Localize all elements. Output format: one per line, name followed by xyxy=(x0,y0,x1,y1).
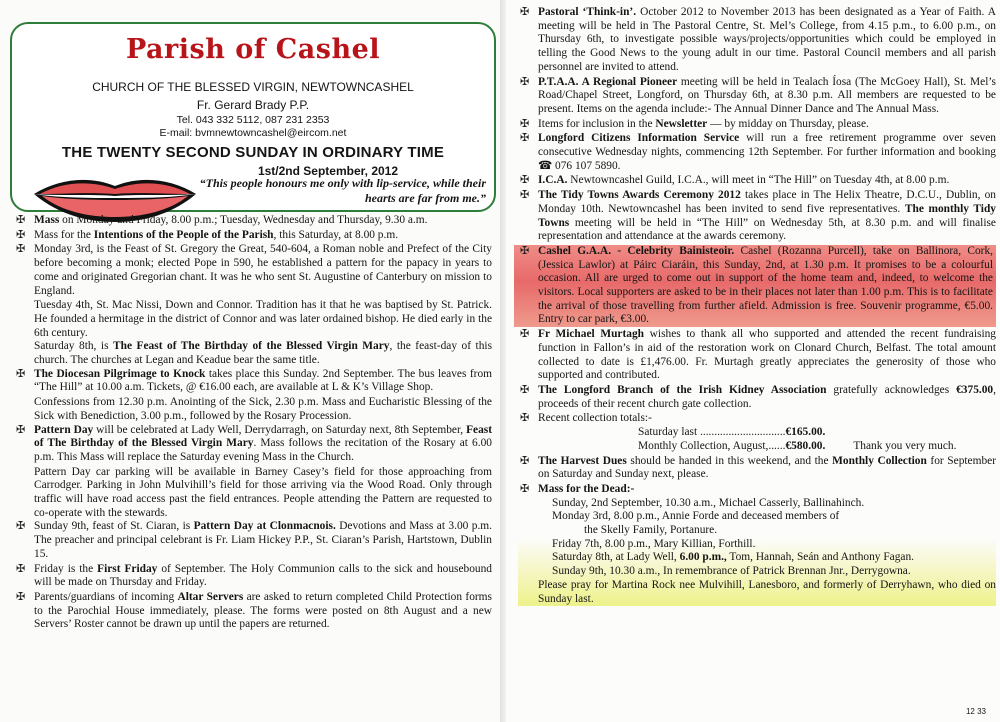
cross-icon: ✠ xyxy=(520,75,530,88)
notice-heading: Mass xyxy=(34,214,60,226)
notice-gaa: ✠ Cashel G.A.A. - Celebrity Bainisteoir. Cashel (Rozanna Purcell), take on Ballinora, Cork, (Jessica Lawlor) at Páirc Ciaráin, this Sunday, 2nd, at 1.30 p.m. It promises to be a colourful occasion. All are urged to come out in support of the home team and, indeed, to welcome the visitors. Local supporters are asked to be in their places not later than 1.00 p.m. This is to facilitate the arrival of those travelling from further afield. Admission is free. Souvenir programme, €5.00. Entry to car park, €3.00. xyxy=(514,245,996,327)
notice-first-friday: ✠ Friday is the First Friday of September. The Holy Communion calls to the sick and housebound will be made on Thursday and Friday. xyxy=(16,562,493,589)
left-notices xyxy=(14,214,492,633)
cross-icon: ✠ xyxy=(16,214,26,226)
notice-mass: ✠ Mass on Monday and Friday, 8.00 p.m.; Tuesday, Wednesday and Thursday, 9.30 a.m. xyxy=(16,214,428,226)
notice-clonmacnois: ✠ Sunday 9th, feast of St. Ciaran, is Pattern Day at Clonmacnois. Devotions and Mass at 3.00 p.m. The preacher and principal celebrant is Fr. Liam Hickey P.P., St. Ciaran’s Parish, Hartstown, Dublin 15. xyxy=(16,520,493,560)
notice-heading: The Longford Branch of the Irish Kidney Association xyxy=(538,383,827,396)
cross-icon: ✠ xyxy=(16,228,26,241)
notice-harvest-dues: ✠ The Harvest Dues should be handed in this weekend, and the Monthly Collection for September on Saturday and Sunday next, please. xyxy=(520,454,997,481)
notice-heading: P.T.A.A. A Regional Pioneer xyxy=(538,75,678,88)
cross-icon: ✠ xyxy=(520,482,530,495)
notice-intentions: ✠ Mass for the Intentions of the People of the Parish, this Saturday, at 8.00 p.m. xyxy=(16,228,399,241)
notice-heading: The Diocesan Pilgrimage to Knock xyxy=(34,367,206,380)
notice-ica: ✠ I.C.A. Newtowncashel Guild, I.C.A., will meet in “The Hill” on Tuesday 4th, at 8.00 p.m. xyxy=(520,174,950,187)
notice-heading: The Harvest Dues xyxy=(538,454,627,467)
notice-heading: Intentions of the People of the Parish xyxy=(93,228,274,241)
notice-pilgrimage: ✠ The Diocesan Pilgrimage to Knock takes place this Sunday. 2nd September. The bus leaves from “The Hill” at 10.00 a.m. Tickets, @ €16.00 each, are available at L & K’s Village Shop. xyxy=(16,367,493,394)
notice-tidy-towns: ✠ The Tidy Towns Awards Ceremony 2012 takes place in The Helix Theatre, D.C.U., Dublin, on Monday 10th. Newtowncashel has been invited to send five representatives. The monthly Tidy Towns meeting will be held in “The Hill” on Wednesday 5th, at 8.30 p.m. and will finalise representation and attendance at the awards ceremony. xyxy=(520,189,996,243)
notice-newsletter: ✠ Items for inclusion in the Newsletter — by midday on Thursday, please. xyxy=(520,117,869,130)
cross-icon: ✠ xyxy=(520,189,530,202)
page-number: 12 33 xyxy=(965,707,986,716)
email: E-mail: bvmnewtowncashel@eircom.net xyxy=(159,127,347,139)
right-page xyxy=(506,0,1000,722)
parish-header xyxy=(10,22,496,212)
notice-heading: Cashel G.A.A. - Celebrity Bainisteoir. xyxy=(538,244,735,257)
notice-heading: Longford Citizens Information Service xyxy=(538,132,740,145)
notice-pattern-day: ✠ Pattern Day will be celebrated at Lady Well, Derrydarragh, on Saturday next, 8th September, Feast of The Birthday of the Blessed Virgin Mary. Mass follows the recitation of the Rosary at 6.00 p.m. This Mass will replace the Saturday evening Mass in the Church. xyxy=(16,423,492,463)
notice-altar-servers: ✠ Parents/guardians of incoming Altar Servers are asked to return completed Child Protection forms to the Parochial House immediately, please. The forms were posted on 8th August and a new Servers’ Roster cannot be drawn up until the papers are returned. xyxy=(16,590,492,631)
priest-name: Fr. Gerard Brady P.P. xyxy=(196,98,310,112)
cross-icon: ✠ xyxy=(16,367,26,380)
notice-feasts: ✠ Monday 3rd, is the Feast of St. Gregory the Great, 540-604, a Roman noble and Prefect of the City before becoming a monk; elected Pope in 590, he established a pattern for the papacy in years to come and originated Gregorian chant. It was he who sent St. Augustine of Canterbury on mission to England. xyxy=(16,243,492,297)
notice-collections: ✠ Recent collection totals:- Saturday last ..............................€165.00. Monthly Collection, August,......€580.00. Thank you very much. xyxy=(518,412,996,453)
notice-heading: The Tidy Towns Awards Ceremony 2012 xyxy=(538,189,741,202)
cross-icon: ✠ xyxy=(16,243,26,256)
cross-icon: ✠ xyxy=(16,520,26,533)
telephone: Tel. 043 332 5112, 087 231 2353 xyxy=(176,114,330,126)
cross-icon: ✠ xyxy=(520,244,530,257)
cross-icon: ✠ xyxy=(520,412,530,425)
sunday-title: THE TWENTY SECOND SUNDAY IN ORDINARY TIME xyxy=(61,144,445,161)
parish-title: Parish of Cashel xyxy=(125,34,381,65)
cross-icon: ✠ xyxy=(520,6,530,18)
notice-heading: Fr Michael Murtagh xyxy=(538,328,645,341)
collection-saturday: Saturday last ..............................€165.00. xyxy=(638,426,826,439)
notice-heading: I.C.A. xyxy=(538,174,568,187)
notice-tuesday: Tuesday 4th, St. Mac Nissi, Down and Connor. Tradition has it that he was baptised by St. Patrick. He founded a hermitage in the district of Connor and was later ordained bishop. He died early in the 6th century. xyxy=(34,299,492,339)
notice-confessions: Confessions from 12.30 p.m. Anointing of the Sick, 2.30 p.m. Mass and Eucharistic Blessing of the Sick with Benediction, 3.00 p.m., followed by the Rosary Procession. xyxy=(34,396,492,422)
church-name: CHURCH OF THE BLESSED VIRGIN, NEWTOWNCASHEL xyxy=(92,80,414,94)
cross-icon: ✠ xyxy=(520,328,530,341)
cross-icon: ✠ xyxy=(16,562,26,575)
notice-masses-dead: ✠ Mass for the Dead:- Sunday, 2nd September, 10.30 a.m., Michael Casserly, Ballinahinch. Monday 3rd, 8.00 p.m., Annie Forde and deceased members of the Skelly Family, Portanure. Friday 7th, 8.00 p.m., Mary Killian, Forthill. Saturday 8th, at Lady Well, 6.00 p.m., Tom, Hannah, Seán and Anthony Fagan. Sunday 9th, 10.30 a.m., In remembrance of Patrick Brennan Jnr., Derrygowna. Please pray for Martina Rock nee Mulvihill, Lanesboro, and formerly of Derryhawn, who died on Sunday last. xyxy=(520,482,996,605)
notice-heading: Pastoral ‘Think-in’. xyxy=(538,6,637,18)
cross-icon: ✠ xyxy=(520,132,530,145)
notice-heading: Mass for the Dead:- xyxy=(538,482,635,495)
cross-icon: ✠ xyxy=(520,454,530,467)
notice-saturday: Saturday 8th, is The Feast of The Birthday of the Blessed Virgin Mary, the feast-day of this church. The churches at Legan and Keadue bear the same title. xyxy=(34,340,493,367)
notice-parking: Pattern Day car parking will be available in Barney Casey’s field for those approaching from Carrodger. Parking in John Mulvihill’s field for those arriving via the Wood Road. Only through traffic will have road access past the field entrances. People attending the Pattern are requested to co-operate with the stewards. xyxy=(34,465,492,519)
cross-icon: ✠ xyxy=(520,117,530,130)
notice-citizens-info: ✠ Longford Citizens Information Service will run a free retirement programme over seven consecutive Wednesday nights, commencing 12th September. For further information and booking ☎ 076 107 5890. xyxy=(520,132,996,172)
notice-murtagh: ✠ Fr Michael Murtagh wishes to thank all who supported and attended the recent fundraising function in Fallon’s in aid of the restoration work on Clonard Church, Belfast. The total amount collected to date is £1,476.00. Fr. Murtagh greatly appreciates the generosity of those who supported and contributed. xyxy=(520,328,996,382)
cross-icon: ✠ xyxy=(520,174,530,187)
notice-ptaa: ✠ P.T.A.A. A Regional Pioneer meeting will be held in Tealach Íosa (The McGoey Hall), St. Mel’s Road/Chapel Street, Longford, on Thursday 6th, at 8.30 p.m. All members are requested to be present. Items on the agenda include:- The Annual Dinner Dance and The Annual Mass. xyxy=(520,75,996,115)
notice-pastoral: ✠ Pastoral ‘Think-in’. October 2012 to November 2013 has been designated as a Year of Faith. A meeting will be held in The Pastoral Centre, St. Mel’s College, from 4.15 p.m., to 6.00 p.m., on Thursday 6th, to investigate possible ways/projects/opportunities which could be employed in telling the Good News to the young adult in our time. Pastoral Council members and all parish personnel are invited to attend. xyxy=(520,6,996,73)
notice-kidney: ✠ The Longford Branch of the Irish Kidney Association gratefully acknowledges €375.00, proceeds of their recent church gate collection. xyxy=(520,383,996,410)
sunday-date: 1st/2nd September, 2012 xyxy=(257,164,399,178)
cross-icon: ✠ xyxy=(16,423,26,436)
scripture-quote: “This people honours me only with lip-service, while their hearts are far from me.” xyxy=(199,176,486,205)
cross-icon: ✠ xyxy=(16,590,26,603)
right-notices xyxy=(518,6,996,607)
cross-icon: ✠ xyxy=(520,383,530,396)
collection-monthly: Monthly Collection, August,......€580.00. Thank you very much. xyxy=(638,439,957,452)
notice-heading: Pattern Day xyxy=(34,423,94,436)
